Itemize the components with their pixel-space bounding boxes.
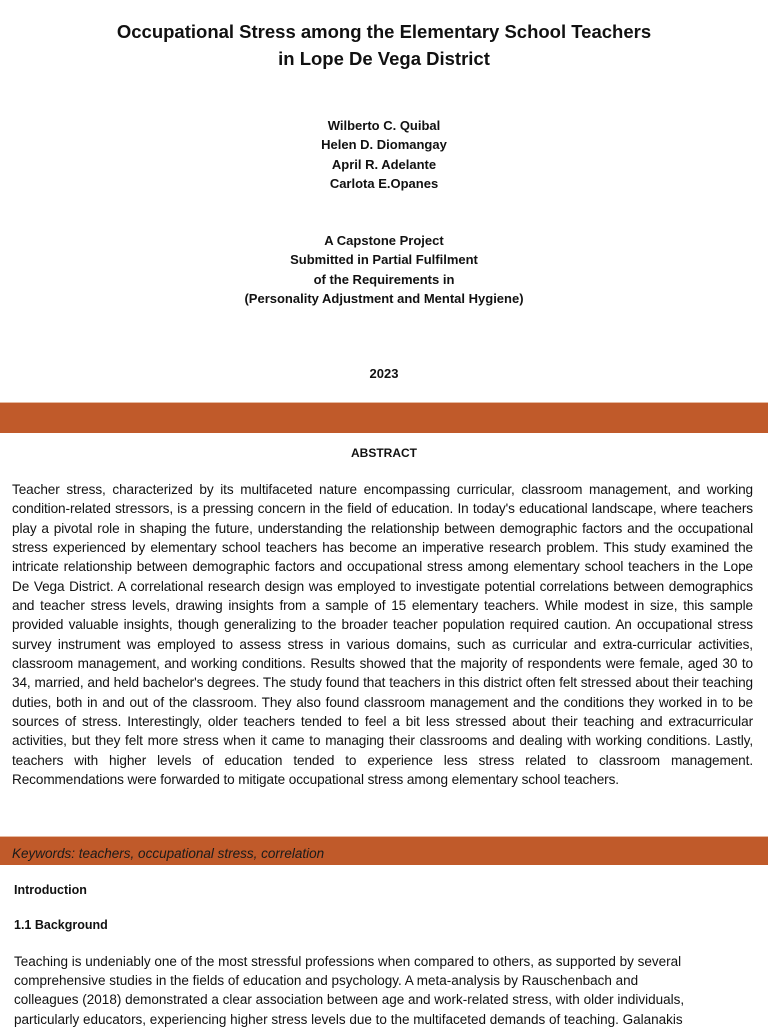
paragraph-line: particularly educators, experiencing higher stress levels due to the multifaceted demands of teaching. Galanakis	[14, 1011, 683, 1027]
abstract-heading: ABSTRACT	[351, 446, 417, 460]
paragraph-line: Teaching is undeniably one of the most stressful professions when compared to others, as supported by several	[14, 954, 682, 969]
keywords-line: Keywords: teachers, occupational stress, correlation	[12, 846, 325, 861]
abstract-text: Teacher stress, characterized by its multifaceted nature encompassing curricular, classroom management, and working condition-related stressors, is a pressing concern in the field of education. In today's educational landscape, where teachers play a pivotal role in shaping the future, understanding the relationship between demographic factors and the occupational stress experienced by elementary school teachers has become an imperative research problem. This study examined the intricate relationship between demographic factors and occupational stress among elementary school teachers in the Lope De Vega District. A correlational research design was employed to investigate potential correlations between demographics and teacher stress levels, drawing insights from a sample of 15 elementary teachers. While modest in size, this sample provided valuable insights, though generalizing to the broader teacher population required caution. An occupational stress survey instrument was employed to assess stress in various domains, such as curricular and extra-curricular activities, classroom management, and working conditions. Results showed that the majority of respondents were female, aged 30 to 34, married, and held bachelor's degrees. The study found that teachers in this district often felt stressed about their teaching duties, both in and out of the classroom. They also found classroom management and the conditions they worked in to be sources of stress. Interestingly, older teachers tended to feel a bit less stressed about their teaching and extracurricular activities, but they felt more stress when it came to managing their classrooms and dealing with working conditions. Lastly, teachers with higher levels of education tended to experience less stress related to classroom management. Recommendations were forwarded to mitigate occupational stress among elementary school teachers.	[12, 482, 753, 788]
subsection-heading-background: 1.1 Background	[14, 918, 108, 932]
paper-title	[0, 18, 768, 72]
paragraph-line: comprehensive studies in the fields of education and psychology. A meta-analysis by Rauschenbach and	[14, 973, 639, 989]
submission-statement	[0, 231, 768, 308]
paper-title-line-2: in Lope De Vega District	[278, 48, 490, 69]
publication-year: 2023	[369, 366, 399, 381]
submission-line: of the Requirements in	[313, 271, 455, 287]
author-name: Helen D. Diomangay	[321, 137, 447, 153]
paragraph-line: colleagues (2018) demonstrated a clear association between age and work-related stress, with older individuals,	[14, 992, 685, 1008]
background-paragraph	[14, 952, 744, 1029]
author-name: Carlota E.Opanes	[329, 175, 439, 191]
section-heading-introduction: Introduction	[14, 883, 87, 897]
author-name: Wilberto C. Quibal	[327, 118, 441, 133]
accent-divider-band	[0, 402, 768, 433]
author-list	[0, 116, 768, 193]
submission-line: A Capstone Project	[324, 233, 444, 248]
paper-title-line-1: Occupational Stress among the Elementary School Teachers	[116, 21, 652, 42]
author-name: April R. Adelante	[331, 156, 437, 172]
submission-line: (Personality Adjustment and Mental Hygiene)	[244, 290, 524, 306]
submission-line: Submitted in Partial Fulfilment	[290, 252, 478, 268]
